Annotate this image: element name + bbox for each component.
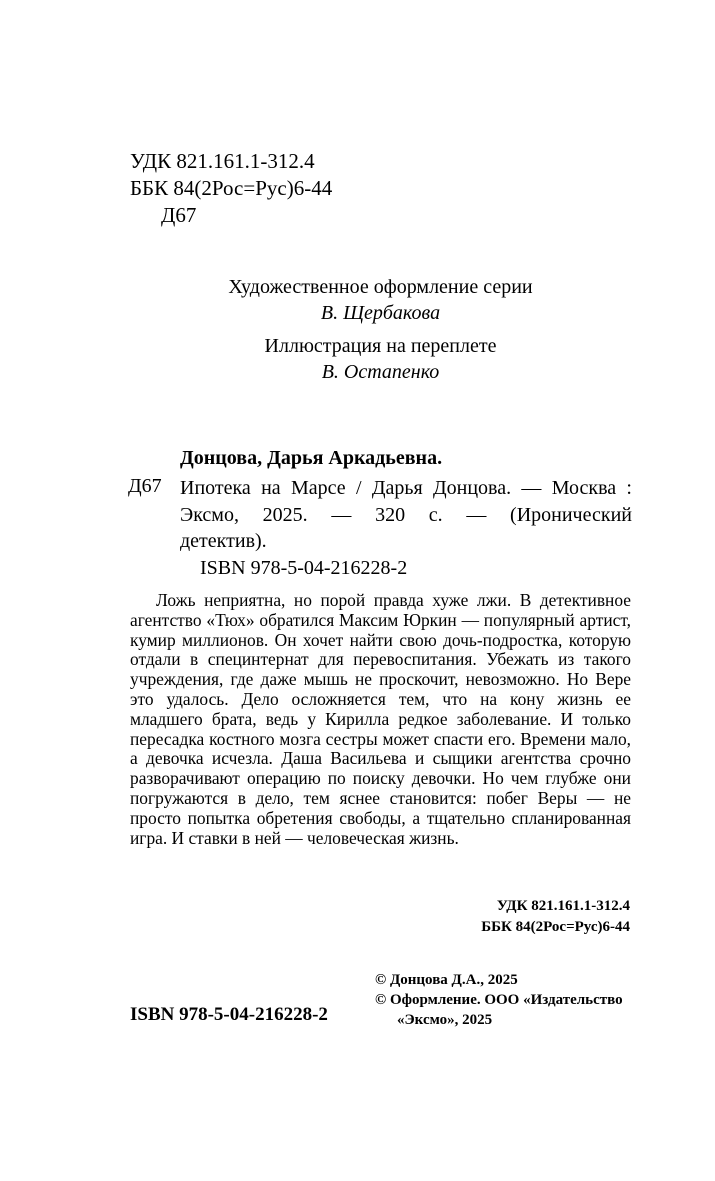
cover-illustrator-name: В. Остапенко bbox=[321, 361, 440, 383]
copyright-author: © Донцова Д.А., 2025 bbox=[375, 972, 518, 988]
top-classification-block bbox=[130, 148, 332, 229]
isbn-bottom: ISBN 978-5-04-216228-2 bbox=[130, 1004, 328, 1025]
copyright-publisher-cont: «Эксмо», 2025 bbox=[397, 1012, 493, 1028]
udk-top: УДК 821.161.1-312.4 bbox=[130, 149, 315, 173]
bottom-classification-block bbox=[481, 896, 630, 938]
credits-spacer bbox=[130, 326, 631, 333]
author-sign-catalog: Д67 bbox=[128, 475, 162, 497]
annotation-paragraph: Ложь неприятна, но порой правда хуже лжи. В детективное агентство «Тюх» обратился Максим Юркин — популярный артист, кумир миллионов. Он хочет найти свою дочь-подростка, которую отдали в специнтернат для перевоспитания. Убежать из такого учреждения, где даже мышь не проскочит, невозможно. Но Вере это удалось. Дело осложняется тем, что на кону жизнь ее младшего брата, ведь у Кирилла редкое заболевание. И только пересадка костного мозга сестры может спасти его. Времени мало, а девочка исчезла. Даша Васильева и сыщики агентства срочно разворачивают операцию по поиску девочки. Но чем глубже они погружаются в дело, тем яснее становится: побег Веры — не просто попытка обретения свободы, а тщательно спланированная игра. И ставки в ней — человеческая жизнь. bbox=[130, 590, 631, 848]
catalog-author-heading: Донцова, Дарья Аркадьевна. bbox=[180, 447, 443, 469]
credits-block bbox=[130, 274, 631, 385]
series-designer-name: В. Щербакова bbox=[320, 302, 441, 324]
catalog-entry: Ипотека на Марсе / Дарья Донцова. — Москва : Эксмо, 2025. — 320 с. — (Иронический детектив). bbox=[180, 477, 632, 552]
udk-bottom: УДК 821.161.1-312.4 bbox=[496, 898, 630, 914]
copyright-publisher: © Оформление. ООО «Издательство bbox=[375, 992, 623, 1008]
bbk-top: ББК 84(2Рос=Рус)6-44 bbox=[130, 176, 333, 200]
copyright-block bbox=[375, 970, 623, 1030]
author-sign-top: Д67 bbox=[161, 203, 197, 227]
bbk-bottom: ББК 84(2Рос=Рус)6-44 bbox=[481, 919, 630, 935]
isbn-catalog: ISBN 978-5-04-216228-2 bbox=[200, 557, 408, 579]
cover-illustration-label: Иллюстрация на переплете bbox=[264, 335, 497, 357]
series-design-label: Художественное оформление серии bbox=[228, 276, 533, 298]
